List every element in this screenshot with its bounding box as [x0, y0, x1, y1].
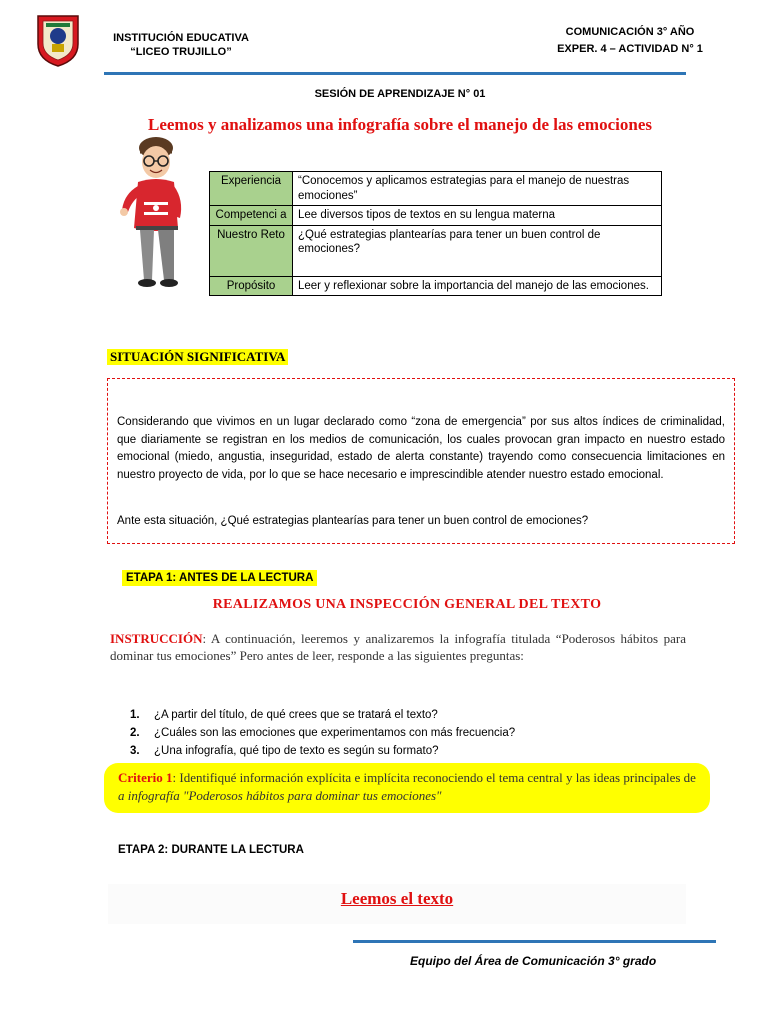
instruction-paragraph	[110, 630, 686, 664]
leemos-title: Leemos el texto	[340, 889, 454, 908]
question-text: ¿Cuáles son las emociones que experimentamos con más frecuencia?	[154, 727, 516, 739]
question-text: ¿A partir del título, de qué crees que se tratará el texto?	[154, 709, 438, 721]
table-value-cell: ¿Qué estrategias plantearías para tener un buen control de emociones?	[293, 225, 662, 276]
session-info-table	[209, 171, 662, 296]
table-row	[210, 225, 662, 276]
table-label-cell: Experiencia	[210, 172, 293, 206]
session-title: SESIÓN DE APRENDIZAJE N° 01	[314, 88, 486, 100]
course-label: COMUNICACIÓN 3° AÑO	[565, 26, 695, 38]
etapa2-heading: ETAPA 2: DURANTE LA LECTURA	[118, 844, 304, 856]
etapa1-subtitle: REALIZAMOS UNA INSPECCIÓN GENERAL DEL TEXTO	[212, 597, 602, 612]
criterio-italic-text: a infografía "Poderosos hábitos para dominar tus emociones"	[118, 788, 442, 803]
table-value-cell: Lee diversos tipos de textos en su lengua materna	[293, 206, 662, 226]
question-list	[130, 706, 690, 760]
question-number: 3.	[130, 745, 140, 757]
list-item	[130, 724, 690, 742]
question-number: 2.	[130, 727, 140, 739]
list-item	[130, 706, 690, 724]
table-row	[210, 172, 662, 206]
situacion-heading: SITUACIÓN SIGNIFICATIVA	[107, 349, 288, 365]
criterio-label: Criterio 1	[118, 770, 173, 785]
instruction-text: : A continuación, leeremos y analizaremos la infografía titulada “Poderosos hábitos para dominar tus emociones” Pero antes de leer, responde a las siguientes preguntas:	[110, 631, 686, 663]
situacion-question: Ante esta situación, ¿Qué estrategias plantearías para tener un buen control de emociones?	[117, 515, 589, 527]
table-value-cell: “Conocemos y aplicamos estrategias para el manejo de nuestras emociones”	[293, 172, 662, 206]
table-label-cell: Competenci a	[210, 206, 293, 226]
table-row	[210, 276, 662, 296]
table-label-cell: Propósito	[210, 276, 293, 296]
institution-name-line2: “LICEO TRUJILLO”	[130, 46, 232, 58]
instruction-label: INSTRUCCIÓN	[110, 631, 203, 646]
table-label-cell: Nuestro Reto	[210, 225, 293, 276]
question-number: 1.	[130, 709, 140, 721]
footer-divider	[353, 940, 716, 943]
list-item	[130, 742, 690, 760]
etapa1-heading: ETAPA 1: ANTES DE LA LECTURA	[122, 570, 317, 586]
question-text: ¿Una infografía, qué tipo de texto es según su formato?	[154, 745, 439, 757]
table-row	[210, 206, 662, 226]
leemos-title-wrap	[108, 889, 686, 909]
institution-name-line1: INSTITUCIÓN EDUCATIVA	[113, 32, 249, 44]
header-divider	[104, 72, 686, 75]
teacher-character-illustration	[118, 136, 198, 288]
criterio-box	[104, 763, 710, 813]
footer-text: Equipo del Área de Comunicación 3° grado	[410, 954, 657, 968]
criterio-text: : Identifiqué información explícita e implícita reconociendo el tema central y las ideas principales de	[172, 770, 696, 785]
page-title: Leemos y analizamos una infografía sobre el manejo de las emociones	[148, 115, 652, 134]
table-value-cell: Leer y reflexionar sobre la importancia del manejo de las emociones.	[293, 276, 662, 296]
situacion-paragraph: Considerando que vivimos en un lugar declarado como “zona de emergencia” por sus altos índices de criminalidad, que diariamente se registran en los medios de comunicación, los cuales provocan gran impacto en nuestro estado emocional (miedo, angustia, inseguridad, estado de alerta constante) trayendo como consecuencia limitaciones en nuestro proyecto de vida, por lo que se hace necesario e imprescindible atender nuestro estado emocional.	[117, 416, 725, 481]
activity-label: EXPER. 4 – ACTIVIDAD N° 1	[557, 43, 703, 55]
school-crest-logo	[36, 14, 80, 68]
